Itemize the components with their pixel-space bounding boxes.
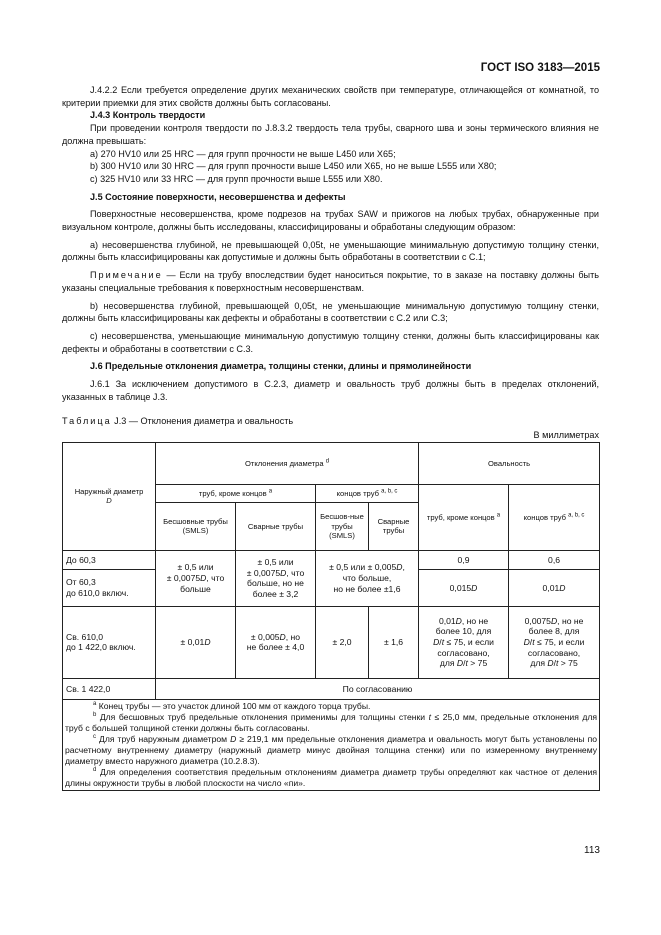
header-welded: Сварные трубы bbox=[236, 502, 316, 550]
header-ovality-ends: концов труб $^{a, b, c}$ bbox=[509, 484, 600, 550]
list-item-c: c) 325 HV10 или 33 HRC — для групп прочности выше L555 или X80. bbox=[90, 173, 383, 184]
header-ovality: Овальность bbox=[419, 442, 600, 484]
paragraph-j5: Поверхностные несовершенства, кроме подрезов на трубах SAW и прижогов на любых трубах, обнаруженные при визуальном контроле, должны быть исследованы, классифицированы и обработаны следующим образом: bbox=[62, 209, 599, 233]
header-ovality-pipes: труб, кроме концов $^a$ bbox=[419, 484, 509, 550]
note-label: Примечание bbox=[90, 270, 163, 281]
heading-j5: J.5 Состояние поверхности, несовершенства и дефекты bbox=[90, 191, 346, 202]
table-row bbox=[63, 550, 600, 569]
cell-diameter: От 60,3 до 610,0 включ. bbox=[63, 569, 156, 606]
document-header: ГОСТ ISO 3183—2015 bbox=[480, 62, 600, 74]
footnote-d: $^d$ Для определения соответствия предельным отклонениям диаметра диаметр трубы определяют как частное от деления длины окружности трубы в любой плоскости на число «пи». bbox=[65, 766, 598, 788]
paragraph-item-b: b) несовершенства глубиной, превышающей 0,05t, не уменьшающие минимальную допустимую толщину стенки, должны быть классифицированы как дефекты и обработаны в соответствии с C.2 или C.3; bbox=[62, 300, 599, 324]
table-footnotes-row bbox=[63, 699, 600, 790]
cell-oval-end: 0,6 bbox=[509, 550, 600, 569]
table-caption bbox=[62, 415, 599, 428]
cell-oval-pipe: 0,015D bbox=[419, 569, 509, 606]
note-paragraph bbox=[62, 269, 599, 294]
paragraph-j61: J.6.1 За исключением допустимого в C.2.3, диаметр и овальность труб должны быть в пределах отклонений, указанных в таблице J.3. bbox=[62, 379, 599, 402]
table-units: В миллиметрах bbox=[533, 430, 599, 441]
paragraph-j43: При проведении контроля твердости по J.8.3.2 твердость тела трубы, сварного шва и зоны термического влияния не должна превышать: bbox=[62, 123, 599, 146]
header-smls: Бесшовные трубы (SMLS) bbox=[156, 502, 236, 550]
cell-oval-end: 0,01D bbox=[509, 569, 600, 606]
footnote-c: $^c$ Для труб наружным диаметром D ≥ 219,1 мм предельные отклонения диаметра и овальность могут быть установлены по расчетному внутреннему диаметру (наружный диаметр минус двойная толщина стенки) или по измеренному внутреннему диаметру вместо наружного диаметра (10.2.8.3). bbox=[65, 733, 598, 766]
list-item-a: a) 270 HV10 или 25 HRC — для групп прочности не выше L450 или X65; bbox=[90, 148, 396, 159]
cell-welded-deviation: ± 0,005D, но не более ± 4,0 bbox=[236, 606, 316, 678]
cell-ends-smls-deviation: ± 2,0 bbox=[316, 606, 369, 678]
cell-oval-end: 0,0075D, но не более 8, для D/t ≤ 75, и если согласовано, для D/t > 75 bbox=[509, 606, 600, 678]
cell-oval-pipe: 0,9 bbox=[419, 550, 509, 569]
footnote-a: $^a$ Конец трубы — это участок длиной 100 мм от каждого торца трубы. bbox=[93, 700, 371, 711]
paragraph-item-c: c) несовершенства, уменьшающие минимальную допустимую толщину стенки, должны быть классифицированы как дефекты и обработаны в соответствии с C.3. bbox=[62, 330, 599, 354]
cell-diameter: Св. 1 422,0 bbox=[63, 678, 156, 699]
cell-diameter: До 60,3 bbox=[63, 550, 156, 569]
cell-ends-welded-deviation: ± 1,6 bbox=[369, 606, 419, 678]
cell-diameter: Св. 610,0 до 1 422,0 включ. bbox=[63, 606, 156, 678]
table-header-row-1 bbox=[63, 442, 600, 484]
header-diameter-deviation: Отклонения диаметра $^d$ bbox=[156, 442, 419, 484]
header-except-ends: труб, кроме концов $^a$ bbox=[156, 484, 316, 502]
main-content bbox=[62, 84, 599, 791]
table-caption-text: J.3 — Отклонения диаметра и овальность bbox=[111, 416, 294, 427]
table-row bbox=[63, 678, 600, 699]
footnote-b: $^b$ Для бесшовных труб предельные отклонения применимы для толщины стенки t ≤ 25,0 мм, предельные отклонения для труб с большей толщиной стенки должны быть согласованы. bbox=[65, 711, 598, 733]
table-row bbox=[63, 606, 600, 678]
note-text: — Если на трубу впоследствии будет наноситься покрытие, то в заказе на поставку должны быть указаны специальные требования к поверхностным несовершенствам. bbox=[62, 270, 599, 293]
cell-by-agreement: По согласованию bbox=[156, 678, 600, 699]
heading-j43: J.4.3 Контроль твердости bbox=[90, 110, 206, 121]
header-outer-diameter: Наружный диаметр D bbox=[63, 442, 156, 550]
cell-ends-deviation: ± 0,5 или ± 0,005D, что больше, но не более ±1,6 bbox=[316, 550, 419, 606]
page-number: 113 bbox=[584, 845, 600, 856]
list-item-b: b) 300 HV10 или 30 HRC — для групп прочности выше L450 или X65, но не выше L555 или X80; bbox=[90, 161, 497, 172]
cell-welded-deviation: ± 0,5 или ± 0,0075D, что больше, но не более ± 3,2 bbox=[236, 550, 316, 606]
deviation-table bbox=[62, 442, 600, 791]
table-footnotes bbox=[63, 699, 600, 790]
cell-smls-deviation: ± 0,5 или ± 0,0075D, что больше bbox=[156, 550, 236, 606]
paragraph-j422: J.4.2.2 Если требуется определение других механических свойств при температуре, отличающейся от комнатной, то критерии приемки для этих свойств должны быть согласованы. bbox=[62, 85, 599, 108]
header-pipe-ends: концов труб $^{a, b, c}$ bbox=[316, 484, 419, 502]
header-ends-welded: Сварные трубы bbox=[369, 502, 419, 550]
header-ends-smls: Бесшов-ные трубы (SMLS) bbox=[316, 502, 369, 550]
heading-j6: J.6 Предельные отклонения диаметра, толщины стенки, длины и прямолинейности bbox=[90, 361, 472, 372]
table-caption-label: Таблица bbox=[62, 416, 112, 427]
cell-oval-pipe: 0,01D, но не более 10, для D/t ≤ 75, и если согласовано, для D/t > 75 bbox=[419, 606, 509, 678]
cell-smls-deviation: ± 0,01D bbox=[156, 606, 236, 678]
paragraph-item-a: a) несовершенства глубиной, не превышающей 0,05t, не уменьшающие минимальную допустимую толщину стенки, должны быть классифицированы как допустимые и должны быть обработаны в соответствии с C.1; bbox=[62, 239, 599, 263]
